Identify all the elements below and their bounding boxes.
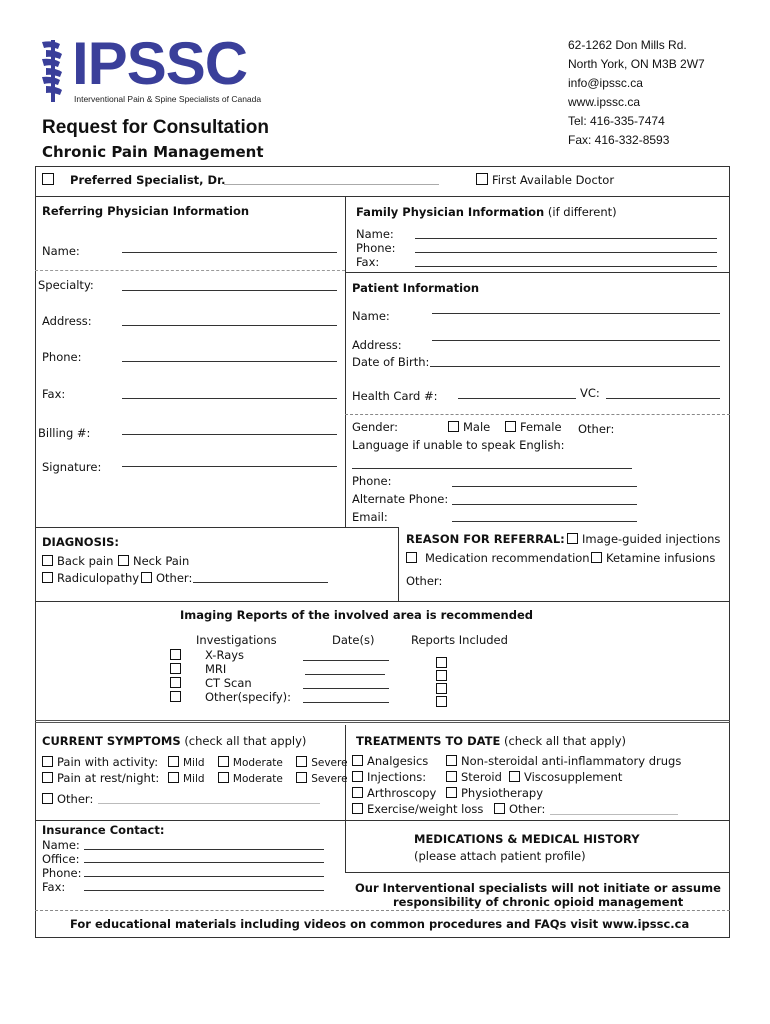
address-line: North York, ON M3B 2W7 <box>568 57 705 71</box>
patient-health-card-label: Health Card #: <box>352 389 438 403</box>
insurance-fax-line[interactable] <box>84 890 324 891</box>
patient-vc-label: VC: <box>580 386 600 400</box>
back-pain-label: Back pain <box>57 554 114 568</box>
patient-address-line[interactable] <box>432 340 720 341</box>
mri-label: MRI <box>205 662 227 676</box>
insurance-phone-label: Phone: <box>42 866 82 880</box>
activity-mild-option[interactable] <box>168 757 205 769</box>
activity-severe-checkbox[interactable] <box>296 756 307 767</box>
insurance-fax-label: Fax: <box>42 880 66 894</box>
referring-specialty-line[interactable] <box>122 290 337 291</box>
referring-phone-label: Phone: <box>42 350 82 364</box>
diagnosis-radiculopathy-option[interactable] <box>42 571 139 585</box>
imaging-row-ct[interactable] <box>170 676 252 690</box>
ct-checkbox[interactable] <box>170 677 181 688</box>
page-title: Request for Consultation <box>42 117 269 138</box>
mri-date-line[interactable] <box>305 674 385 675</box>
steroid-label: Steroid <box>461 770 502 784</box>
diagnosis-other-line[interactable] <box>193 582 328 583</box>
medication-label: Medication recommendation <box>425 551 590 565</box>
patient-dob-label: Date of Birth: <box>352 355 430 369</box>
referring-billing-line[interactable] <box>122 434 337 435</box>
first-available-checkbox[interactable] <box>476 173 488 185</box>
divider <box>345 196 346 527</box>
divider <box>35 270 345 271</box>
referral-medication-option[interactable] <box>406 551 590 565</box>
patient-email-line[interactable] <box>452 521 637 522</box>
rest-severe-checkbox[interactable] <box>296 772 307 783</box>
imaging-other-label: Other(specify): <box>205 690 292 704</box>
xrays-date-line[interactable] <box>303 660 389 661</box>
imaging-heading: Imaging Reports of the involved area is recommended <box>180 608 534 622</box>
diagnosis-heading: DIAGNOSIS: <box>42 535 120 549</box>
xrays-checkbox[interactable] <box>170 649 181 660</box>
preferred-specialist-line[interactable] <box>224 184 439 185</box>
exercise-option[interactable] <box>352 802 483 816</box>
other-report-checkbox[interactable] <box>436 696 447 707</box>
referring-signature-label: Signature: <box>42 460 102 474</box>
imaging-col-reports: Reports Included <box>411 633 508 647</box>
family-physician-note: (if different) <box>547 205 617 219</box>
address-line: 62-1262 Don Mills Rd. <box>568 38 687 52</box>
first-available-label: First Available Doctor <box>492 173 615 187</box>
visco-checkbox[interactable] <box>509 771 520 782</box>
physio-label: Physiotherapy <box>461 786 544 800</box>
preferred-specialist-checkbox[interactable] <box>42 173 54 185</box>
referring-fax-label: Fax: <box>42 387 66 401</box>
patient-dob-line[interactable] <box>430 366 720 367</box>
injections-label: Injections: <box>367 770 427 784</box>
pain-activity-option[interactable] <box>42 755 158 769</box>
referring-name-line[interactable] <box>122 252 337 253</box>
referring-address-line[interactable] <box>122 325 337 326</box>
medications-heading: MEDICATIONS & MEDICAL HISTORY <box>414 832 640 846</box>
steroid-option[interactable] <box>446 770 502 784</box>
patient-info-heading: Patient Information <box>352 281 480 295</box>
divider <box>35 720 730 723</box>
radiculopathy-checkbox[interactable] <box>42 572 53 583</box>
referring-physician-heading: Referring Physician Information <box>42 204 250 218</box>
visco-label: Viscosupplement <box>524 770 623 784</box>
insurance-office-label: Office: <box>42 852 80 866</box>
logo-spine-icon <box>38 40 68 102</box>
family-physician-title: Family Physician Information <box>356 205 545 219</box>
medications-note: (please attach patient profile) <box>414 849 586 863</box>
divider <box>345 414 730 415</box>
mri-checkbox[interactable] <box>170 663 181 674</box>
patient-email-label: Email: <box>352 510 388 524</box>
treatments-title: TREATMENTS TO DATE <box>356 734 501 748</box>
family-name-line[interactable] <box>415 238 717 239</box>
patient-phone-line[interactable] <box>452 486 637 487</box>
patient-alt-phone-label: Alternate Phone: <box>352 492 449 506</box>
ct-date-line[interactable] <box>303 688 389 689</box>
gender-female-label: Female <box>520 420 562 434</box>
referring-specialty-label: Specialty: <box>38 278 94 292</box>
family-fax-label: Fax: <box>356 255 380 269</box>
symptoms-heading <box>42 734 306 748</box>
mri-report-checkbox[interactable] <box>436 670 447 681</box>
patient-language-label: Language if unable to speak English: <box>352 438 565 452</box>
symptoms-other-option[interactable] <box>42 792 93 806</box>
patient-vc-line[interactable] <box>606 398 720 399</box>
rest-mild-option[interactable] <box>168 773 205 785</box>
analgesics-label: Analgesics <box>367 754 429 768</box>
pain-activity-label: Pain with activity: <box>57 755 159 769</box>
referral-heading: REASON FOR REFERRAL: <box>406 532 565 546</box>
divider <box>35 601 730 602</box>
patient-name-line[interactable] <box>432 313 720 314</box>
insurance-heading: Insurance Contact: <box>42 823 165 837</box>
imaging-col-dates: Date(s) <box>332 633 375 647</box>
nsaids-checkbox[interactable] <box>446 755 457 766</box>
patient-phone-label: Phone: <box>352 474 392 488</box>
patient-health-card-line[interactable] <box>458 398 576 399</box>
referral-image-guided-option[interactable] <box>567 532 720 546</box>
referring-billing-label: Billing #: <box>38 426 91 440</box>
visco-option[interactable] <box>509 770 622 784</box>
tel-line: Tel: 416-335-7474 <box>568 114 665 128</box>
symptoms-title: CURRENT SYMPTOMS <box>42 734 181 748</box>
preferred-specialist-option[interactable] <box>42 173 225 187</box>
back-pain-checkbox[interactable] <box>42 555 53 566</box>
diagnosis-neck-pain-option[interactable] <box>118 554 189 568</box>
ct-report-checkbox[interactable] <box>436 683 447 694</box>
referring-phone-line[interactable] <box>122 361 337 362</box>
gender-other-label: Other: <box>578 422 615 436</box>
diagnosis-other-checkbox[interactable] <box>141 572 152 583</box>
medications-box <box>345 820 730 873</box>
website-line: www.ipssc.ca <box>568 95 641 109</box>
physio-option[interactable] <box>446 786 543 800</box>
divider <box>398 527 399 601</box>
patient-address-label: Address: <box>352 338 402 352</box>
radiculopathy-label: Radiculopathy <box>57 571 140 585</box>
other-date-line[interactable] <box>303 702 389 703</box>
mild-label: Mild <box>183 773 205 785</box>
ketamine-checkbox[interactable] <box>591 552 602 563</box>
referring-signature-line[interactable] <box>122 466 337 467</box>
family-name-label: Name: <box>356 227 394 241</box>
treatments-note: (check all that apply) <box>504 734 627 748</box>
neck-pain-checkbox[interactable] <box>118 555 129 566</box>
ct-label: CT Scan <box>205 676 252 690</box>
activity-mild-checkbox[interactable] <box>168 756 179 767</box>
imaging-row-mri[interactable] <box>170 662 226 676</box>
insurance-office-line[interactable] <box>84 862 324 863</box>
analgesics-option[interactable] <box>352 754 428 768</box>
rest-moderate-checkbox[interactable] <box>218 772 229 783</box>
moderate-label: Moderate <box>232 773 283 785</box>
symptoms-note: (check all that apply) <box>184 734 307 748</box>
activity-severe-option[interactable] <box>296 757 347 769</box>
preferred-specialist-label: Preferred Specialist, Dr. <box>70 173 226 187</box>
arthroscopy-label: Arthroscopy <box>367 786 437 800</box>
divider <box>35 527 398 528</box>
exercise-checkbox[interactable] <box>352 803 363 814</box>
referring-address-label: Address: <box>42 314 92 328</box>
treatments-other-line[interactable] <box>550 814 678 815</box>
treatments-other-checkbox[interactable] <box>494 803 505 814</box>
divider <box>35 196 730 197</box>
image-guided-checkbox[interactable] <box>567 533 578 544</box>
page-subtitle: Chronic Pain Management <box>42 143 264 161</box>
treatments-heading <box>356 734 626 748</box>
footer-text: For educational materials including videos on common procedures and FAQs visit www.ipssc.ca <box>70 917 690 931</box>
gender-male-label: Male <box>463 420 491 434</box>
pain-rest-label: Pain at rest/night: <box>57 771 160 785</box>
symptoms-other-checkbox[interactable] <box>42 793 53 804</box>
imaging-other-checkbox[interactable] <box>170 691 181 702</box>
gender-female-checkbox[interactable] <box>505 421 516 432</box>
email-line: info@ipssc.ca <box>568 76 643 90</box>
activity-moderate-checkbox[interactable] <box>218 756 229 767</box>
injections-option[interactable] <box>352 770 426 784</box>
treatments-other-option[interactable] <box>494 802 545 816</box>
nsaids-label: Non-steroidal anti-inflammatory drugs <box>461 754 682 768</box>
activity-moderate-option[interactable] <box>218 757 283 769</box>
medication-checkbox[interactable] <box>406 552 417 563</box>
family-fax-line[interactable] <box>415 266 717 267</box>
rest-severe-option[interactable] <box>296 773 347 785</box>
pain-activity-severity <box>168 756 348 769</box>
family-phone-label: Phone: <box>356 241 396 255</box>
injections-checkbox[interactable] <box>352 771 363 782</box>
rest-mild-checkbox[interactable] <box>168 772 179 783</box>
patient-gender-label: Gender: <box>352 420 399 434</box>
moderate-label: Moderate <box>232 757 283 769</box>
divider <box>35 910 730 911</box>
pain-activity-checkbox[interactable] <box>42 756 53 767</box>
imaging-row-xrays[interactable] <box>170 648 244 662</box>
insurance-name-line[interactable] <box>84 849 324 850</box>
first-available-option[interactable] <box>476 173 614 187</box>
symptoms-other-label: Other: <box>57 792 94 806</box>
xrays-report-checkbox[interactable] <box>436 657 447 668</box>
referral-ketamine-option[interactable] <box>591 551 715 565</box>
family-phone-line[interactable] <box>415 252 717 253</box>
gender-male-checkbox[interactable] <box>448 421 459 432</box>
opioid-notice-line2: responsibility of chronic opioid management <box>393 895 684 909</box>
neck-pain-label: Neck Pain <box>133 554 190 568</box>
patient-alt-phone-line[interactable] <box>452 504 637 505</box>
logo-text: IPSSC <box>72 30 248 97</box>
patient-name-label: Name: <box>352 309 390 323</box>
gender-male-option[interactable] <box>448 420 490 434</box>
insurance-phone-line[interactable] <box>84 876 324 877</box>
ketamine-label: Ketamine infusions <box>606 551 716 565</box>
referring-fax-line[interactable] <box>122 398 337 399</box>
exercise-label: Exercise/weight loss <box>367 802 484 816</box>
pain-rest-severity <box>168 772 348 785</box>
diagnosis-other-label: Other: <box>156 571 193 585</box>
symptoms-other-line[interactable] <box>98 803 320 804</box>
nsaids-option[interactable] <box>446 754 681 768</box>
diagnosis-back-pain-option[interactable] <box>42 554 113 568</box>
image-guided-label: Image-guided injections <box>582 532 721 546</box>
referral-other-label: Other: <box>406 574 443 588</box>
diagnosis-other-option[interactable] <box>141 571 192 585</box>
gender-female-option[interactable] <box>505 420 562 434</box>
physio-checkbox[interactable] <box>446 787 457 798</box>
logo <box>38 30 278 108</box>
arthroscopy-option[interactable] <box>352 786 436 800</box>
arthroscopy-checkbox[interactable] <box>352 787 363 798</box>
pain-rest-option[interactable] <box>42 771 159 785</box>
referring-name-label: Name: <box>42 244 80 258</box>
divider <box>345 272 730 273</box>
pain-rest-checkbox[interactable] <box>42 772 53 783</box>
severe-label: Severe <box>311 757 348 769</box>
mild-label: Mild <box>183 757 205 769</box>
steroid-checkbox[interactable] <box>446 771 457 782</box>
insurance-name-label: Name: <box>42 838 80 852</box>
logo-tagline: Interventional Pain & Spine Specialists of Canada <box>74 94 262 104</box>
xrays-label: X-Rays <box>205 648 245 662</box>
opioid-notice-line1: Our Interventional specialists will not initiate or assume <box>355 881 721 895</box>
contact-address <box>568 36 705 150</box>
analgesics-checkbox[interactable] <box>352 755 363 766</box>
treatments-other-label: Other: <box>509 802 546 816</box>
imaging-col-investigations: Investigations <box>196 633 277 647</box>
severe-label: Severe <box>311 773 348 785</box>
family-physician-heading <box>356 205 617 219</box>
imaging-row-other[interactable] <box>170 690 291 704</box>
patient-language-line[interactable] <box>352 468 632 469</box>
fax-line: Fax: 416-332-8593 <box>568 133 670 147</box>
rest-moderate-option[interactable] <box>218 773 283 785</box>
